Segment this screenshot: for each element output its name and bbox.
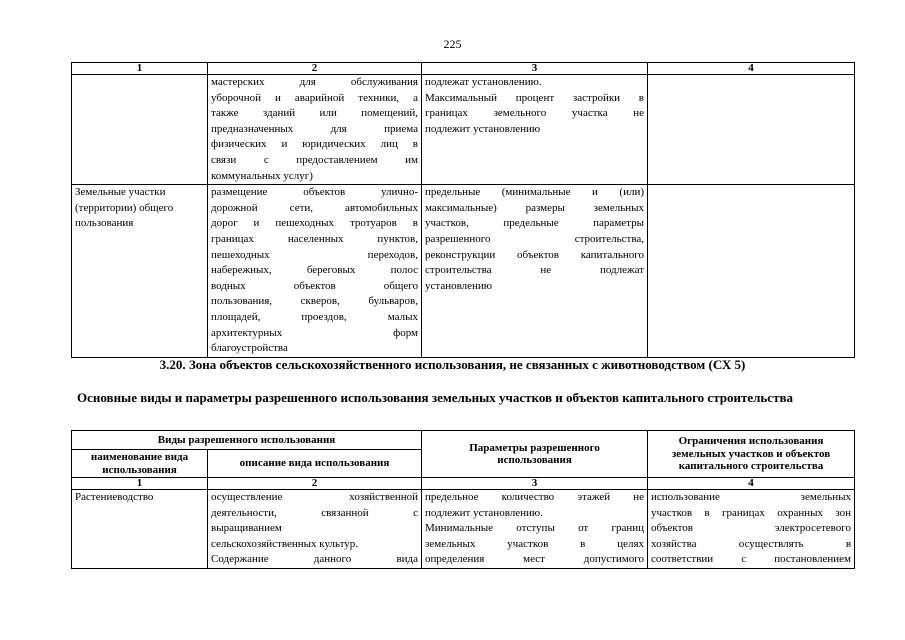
text-line: выращиванием <box>211 522 282 535</box>
page-number: 225 <box>443 37 462 51</box>
text-line: архитектурных форм <box>211 326 418 339</box>
text-line: максимальные) размеры земельных <box>425 201 644 214</box>
text-line: сельскохозяйственных культур. <box>211 537 358 550</box>
text-line: хозяйства осуществлять в <box>651 537 852 550</box>
text-line: подлежит установлению <box>425 122 541 135</box>
column-number: 4 <box>648 63 855 75</box>
restrictions-cell <box>648 490 855 569</box>
text-line: определения мест допустимого <box>425 553 645 566</box>
text-line: размещение объектов улично- <box>211 186 418 199</box>
table-column-numbers <box>72 63 855 75</box>
text-line: дорожной сети, автомобильных <box>211 201 418 214</box>
sub-title: Основные виды и параметры разрешенного использования земельных участков и объектов капитального строительства <box>77 390 793 405</box>
text-line: Содержание данного вида <box>211 553 419 566</box>
use-description-cell <box>208 185 422 358</box>
text-line: участков в границах охранных зон <box>651 506 852 519</box>
text-line: Растениеводство <box>75 491 154 503</box>
text-line: (территории) общего <box>75 201 174 214</box>
restrictions-cell <box>648 185 855 358</box>
text-line: подлежат установлению. <box>425 76 542 88</box>
zone-table <box>71 430 855 569</box>
use-name-cell <box>72 490 208 569</box>
text-line: земельных участков в целях <box>425 537 645 550</box>
parameters-cell <box>422 490 648 569</box>
table-column-numbers <box>72 478 855 490</box>
table-header-row <box>72 431 855 450</box>
text-line: предельные (минимальные и (или) <box>425 186 644 199</box>
text-line: набережных, береговых полос <box>211 264 418 277</box>
text-line: предельное количество этажей не <box>425 491 645 503</box>
table-row <box>72 75 855 185</box>
use-name-cell <box>72 185 208 358</box>
text-line: связи с предоставлением им <box>211 153 418 166</box>
text-line: площадей, проездов, малых <box>211 310 418 323</box>
group-header: Виды разрешенного использования <box>72 431 422 450</box>
text-line: Максимальный процент застройки в <box>425 91 644 104</box>
text-line: разрешенного строительства, <box>425 232 644 245</box>
text-line: физических и юридических лиц в <box>211 138 418 151</box>
text-line: пользования, скверов, бульваров, <box>211 295 418 308</box>
text-line: мастерских для обслуживания <box>211 76 418 88</box>
text-line: реконструкции объектов капитального <box>425 248 644 261</box>
text-line: дорог и пешеходных тротуаров в <box>211 217 418 230</box>
text-line: водных объектов общего <box>211 279 418 292</box>
text-line: осуществление хозяйственной <box>211 491 419 503</box>
use-name-cell <box>72 75 208 185</box>
text-line: установлению <box>425 279 493 292</box>
text-line: соответствии с постановлением <box>651 553 852 566</box>
text-line: границах земельного участка не <box>425 107 644 120</box>
text-line: Минимальные отступы от границ <box>425 522 645 535</box>
restrictions-cell <box>648 75 855 185</box>
text-line: Земельные участки <box>75 186 166 199</box>
column-number: 3 <box>422 63 648 75</box>
column-number: 2 <box>208 478 422 490</box>
parameters-cell <box>422 75 648 185</box>
text-line: благоустройства <box>211 342 288 355</box>
text-line: деятельности, связанной с <box>211 506 419 519</box>
restrictions-header: Ограничения использования земельных участков и объектов капитального строительства <box>648 431 855 478</box>
table-row <box>72 490 855 569</box>
column-number: 2 <box>208 63 422 75</box>
table-row <box>72 185 855 358</box>
parameters-cell <box>422 185 648 358</box>
text-line: предназначенных для приема <box>211 122 418 135</box>
use-name-header: наименование вида использования <box>72 450 208 478</box>
text-line: использование земельных <box>651 491 852 503</box>
use-description-cell <box>208 75 422 185</box>
text-line: коммунальных услуг) <box>211 169 313 182</box>
table-continued <box>71 62 855 358</box>
column-number: 3 <box>422 478 648 490</box>
parameters-header: Параметры разрешенного использования <box>422 431 648 478</box>
text-line: также зданий или помещений, <box>211 107 418 120</box>
text-line: участков, предельные параметры <box>425 217 644 230</box>
text-line: пешеходных переходов, <box>211 248 418 261</box>
text-line: объектов электросетевого <box>651 522 852 535</box>
column-number: 1 <box>72 63 208 75</box>
text-line: строительства не подлежат <box>425 264 644 277</box>
column-number: 4 <box>648 478 855 490</box>
use-description-header: описание вида использования <box>208 450 422 478</box>
text-line: подлежит установлению. <box>425 506 543 519</box>
section-title: 3.20. Зона объектов сельскохозяйственного использования, не связанных с животноводством (СХ 5) <box>159 357 746 372</box>
column-number: 1 <box>72 478 208 490</box>
use-description-cell <box>208 490 422 569</box>
text-line: пользования <box>75 217 134 230</box>
text-line: границах населенных пунктов, <box>211 232 418 245</box>
text-line: уборочной и аварийной техники, а <box>211 91 418 104</box>
